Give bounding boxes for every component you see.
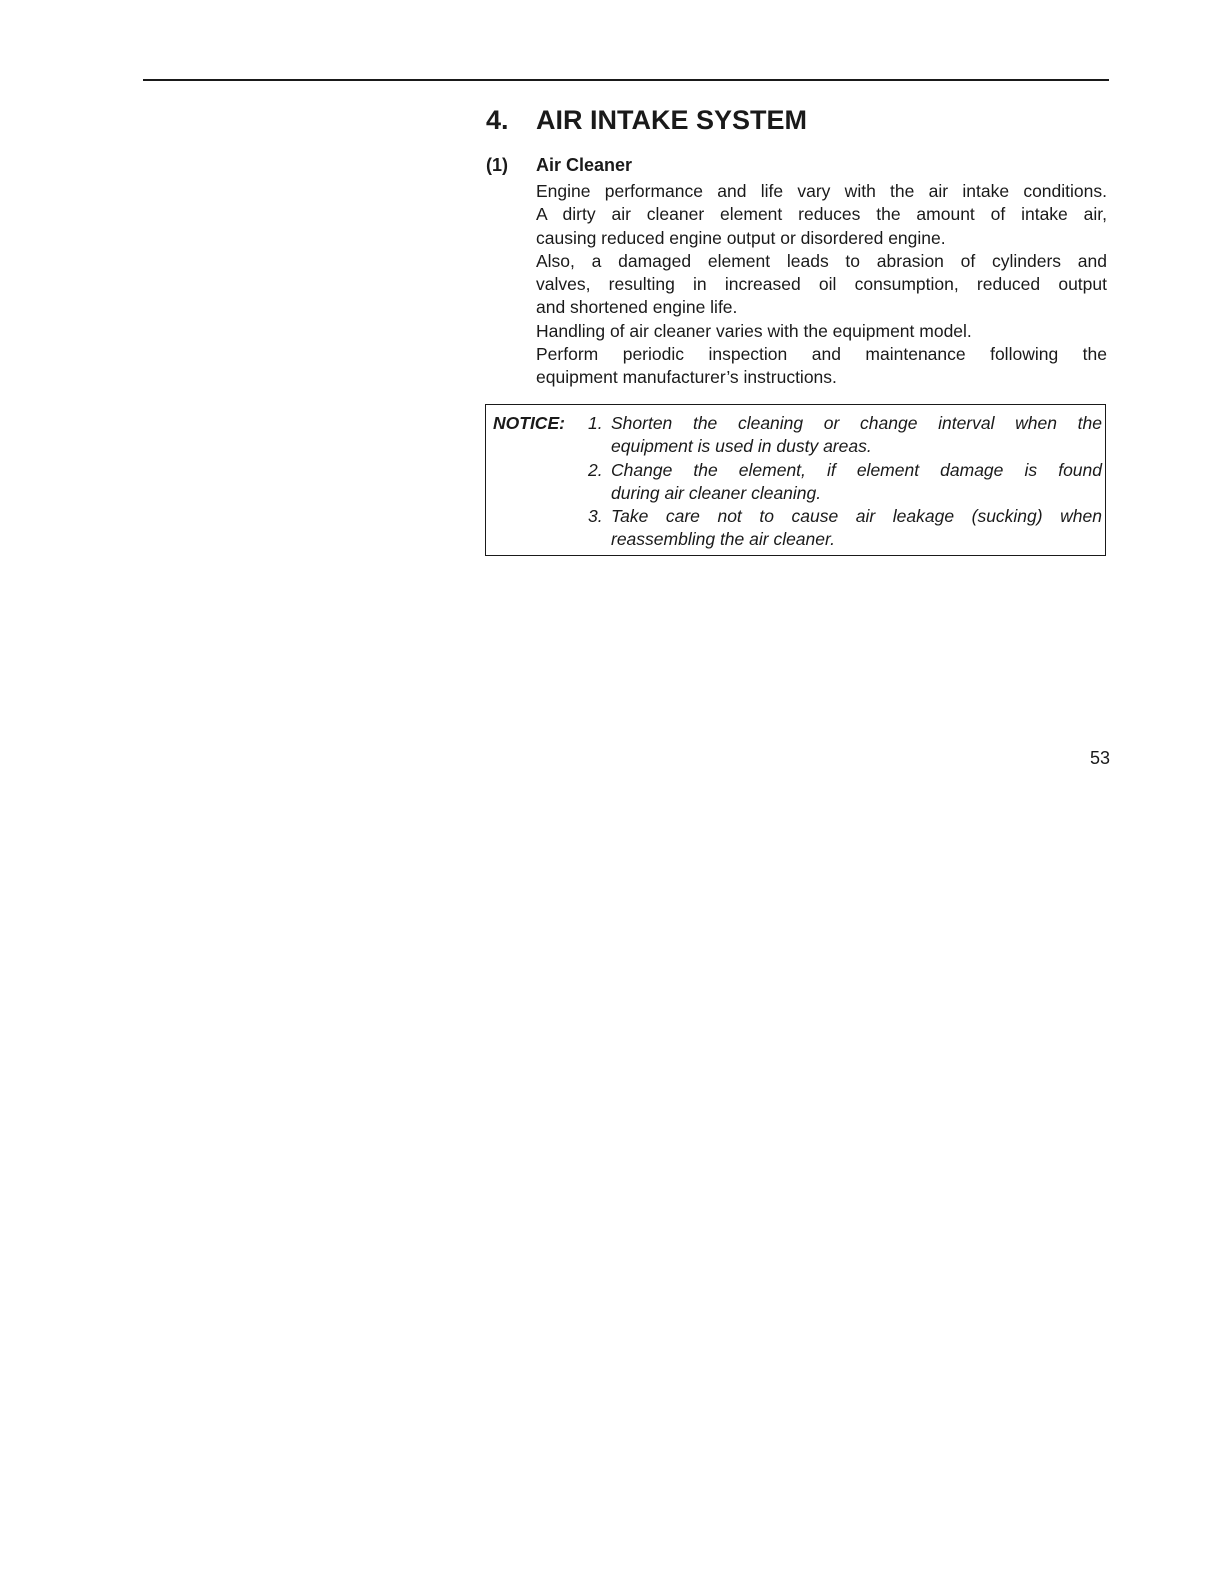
body-line: valves, resulting in increased oil consumption, reduced output	[536, 274, 1107, 295]
notice-box	[485, 404, 1106, 556]
subsection-number: (1)	[486, 155, 508, 175]
notice-item-line: reassembling the air cleaner.	[611, 529, 836, 550]
notice-item-marker: 1.	[588, 413, 603, 433]
notice-item-marker: 2.	[588, 459, 603, 480]
section-heading	[486, 102, 1106, 138]
notice-label: NOTICE:	[493, 413, 565, 433]
page-number: 53	[1089, 748, 1110, 768]
notice-list	[588, 412, 1102, 552]
body-line: Handling of air cleaner varies with the equipment model.	[536, 320, 972, 341]
notice-item-line: Shorten the cleaning or change interval when the	[611, 413, 1102, 433]
body-line: Engine performance and life vary with the air intake conditions.	[536, 181, 1107, 201]
notice-item	[588, 459, 1102, 506]
body-paragraph	[536, 180, 1107, 390]
section-title: AIR INTAKE SYSTEM	[536, 105, 808, 135]
body-line: causing reduced engine output or disordered engine.	[536, 227, 946, 248]
top-rule	[143, 79, 1109, 81]
subsection-heading	[486, 153, 1106, 177]
notice-item-line: during air cleaner cleaning.	[611, 482, 822, 503]
body-line: Perform periodic inspection and maintenance following the	[536, 344, 1107, 365]
notice-item-line: equipment is used in dusty areas.	[611, 436, 872, 457]
notice-item-line: Take care not to cause air leakage (sucking) when	[611, 506, 1102, 527]
notice-item-marker: 3.	[588, 506, 603, 527]
notice-item	[588, 505, 1102, 552]
subsection-title: Air Cleaner	[536, 155, 633, 175]
notice-item	[588, 412, 1102, 459]
body-line: Also, a damaged element leads to abrasion of cylinders and	[536, 250, 1107, 271]
notice-item-line: Change the element, if element damage is found	[611, 459, 1102, 480]
body-line: A dirty air cleaner element reduces the amount of intake air,	[536, 204, 1107, 225]
body-line: and shortened engine life.	[536, 297, 738, 318]
section-number: 4.	[486, 105, 509, 135]
body-line: equipment manufacturer’s instructions.	[536, 367, 837, 388]
